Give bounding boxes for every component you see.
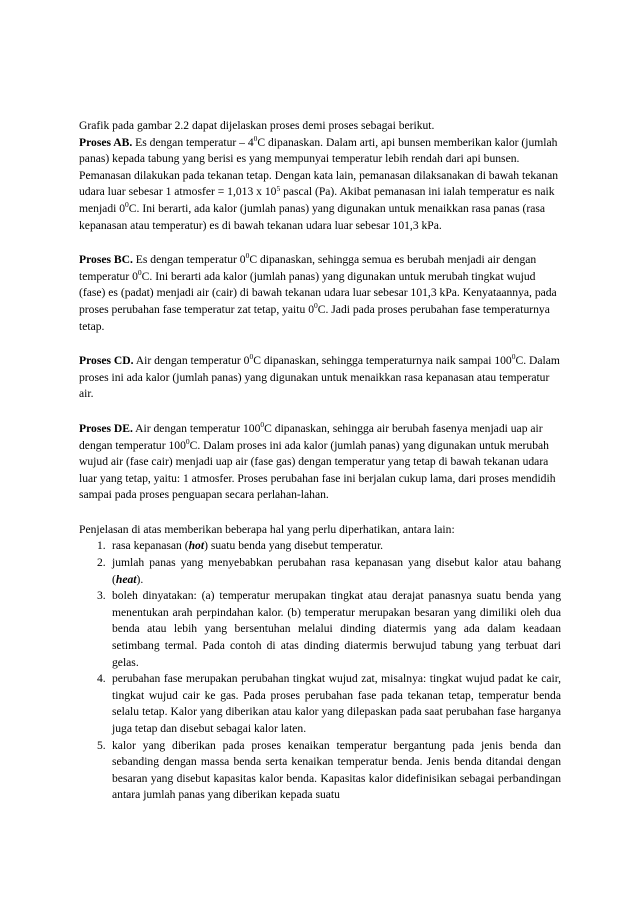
list-item bbox=[79, 588, 561, 671]
superscript: 0 bbox=[249, 352, 254, 362]
process-ab-heading: Proses AB. bbox=[79, 135, 133, 149]
superscript: 0 bbox=[511, 352, 516, 362]
numbered-list bbox=[79, 538, 561, 804]
superscript: 0 bbox=[137, 267, 142, 277]
list-item bbox=[79, 671, 561, 737]
list-item-text: kalor yang diberikan pada proses kenaikan temperatur bergantung pada jenis benda dan sebanding dengan massa benda serta kenaikan temperatur benda. Jenis benda ditandai dengan besaran yang disebut kapasitas kalor benda. Kapasitas kalor didefinisikan sebagai perbandingan antara jumlah panas yang diberikan kepada suatu bbox=[112, 738, 561, 802]
list-item-text: boleh dinyatakan: (a) temperatur merupakan tingkat atau derajat panasnya suatu benda yang menentukan arah perpindahan kalor. (b) temperatur merupakan besaran yang dimiliki oleh dua benda atau lebih yang bersentuhan melalui dinding diatermis yang ada dalam keadaan setimbang termal. Pada contoh di atas dinding diatermis berwujud tabung yang terbuat dari gelas. bbox=[112, 589, 561, 669]
list-item bbox=[79, 738, 561, 804]
summary-paragraph: Penjelasan di atas memberikan beberapa hal yang perlu diperhatikan, antara lain: bbox=[79, 522, 455, 536]
process-bc-paragraph bbox=[79, 252, 561, 335]
process-ab-paragraph bbox=[79, 135, 561, 235]
process-cd-paragraph bbox=[79, 353, 561, 403]
process-bc-heading: Proses BC. bbox=[79, 253, 133, 267]
list-number: 2. bbox=[97, 556, 106, 570]
list-item-text: perubahan fase merupakan perubahan tingkat wujud zat, misalnya: tingkat wujud padat ke cair, tingkat wujud cair ke gas. Pada proses perubahan fase pada tekanan tetap, temperatur benda selalu tetap. Kalor yang diberikan atau kalor yang dilepaskan pada saat perubahan fase harganya juga tetap dan disebut sebagai kalor laten. bbox=[112, 672, 561, 735]
process-de-text: C. Dalam proses ini ada kalor (jumlah panas) yang digunakan untuk merubah wujud air (fase cair) menjadi uap air (fase gas) dengan temperatur yang tetap di bawah tekanan udara luar yang tetap, yaitu: 1 atmosfer. Proses perubahan fase ini berjalan cukup lama, dari proses mendidih sampai pada proses penguapan secara perlahan-lahan. bbox=[79, 438, 556, 502]
process-ab-text: pascal (Pa). Akibat pemanasan ini ialah temperatur es naik menjadi 0 bbox=[79, 185, 555, 215]
process-de-text: Air dengan temperatur 100 bbox=[132, 421, 261, 435]
superscript: 0 bbox=[253, 133, 258, 143]
list-item-text: jumlah panas yang menyebabkan perubahan rasa kepanasan yang disebut kalor atau bahang ( bbox=[112, 556, 561, 586]
list-item-text: rasa kepanasan ( bbox=[112, 539, 189, 553]
superscript: 0 bbox=[245, 251, 250, 261]
process-bc-text: C. Jadi pada proses perubahan fase temperaturnya tetap. bbox=[79, 302, 550, 333]
process-bc-text: Es dengan temperatur 0 bbox=[132, 253, 246, 267]
process-bc-text: C. Ini berarti ada kalor (jumlah panas) yang digunakan untuk merubah tingkat wujud (fase) es (padat) menjadi air (cair) di bawah tekanan udara luar sebesar 101,3 kPa. Kenyataannya, pada proses perubahan fase temperatur zat tetap, yaitu 0 bbox=[79, 269, 557, 316]
process-de-paragraph bbox=[79, 421, 561, 504]
superscript: 0 bbox=[260, 420, 265, 430]
process-ab-text: C dipanaskan. Dalam arti, api bunsen memberikan kalor (jumlah panas) kepada tabung yang berisi es yang mempunyai temperatur lebih rendah dari api bunsen. Pemanasan dilakukan pada tekanan tetap. Dengan kata lain, pemanasan dilaksanakan di bawah tekanan udara luar sebesar 1 atmosfer = 1,013 x 10 bbox=[79, 135, 559, 199]
superscript: 0 bbox=[125, 200, 129, 210]
list-number: 5. bbox=[97, 738, 106, 752]
process-cd-heading: Proses CD. bbox=[79, 354, 134, 368]
list-number: 3. bbox=[97, 589, 106, 603]
process-cd-text: Air dengan temperatur 0 bbox=[133, 354, 250, 368]
intro-paragraph: Grafik pada gambar 2.2 dapat dijelaskan proses demi proses sebagai berikut. bbox=[79, 119, 435, 132]
process-cd-text: C dipanaskan, sehingga temperaturnya naik sampai 100 bbox=[253, 354, 512, 368]
list-item-text: ) suatu benda yang disebut temperatur. bbox=[204, 539, 384, 553]
list-item bbox=[79, 555, 561, 588]
process-de-text: C dipanaskan, sehingga air berubah fasenya menjadi uap air dengan temperatur 100 bbox=[79, 421, 543, 452]
list-item-term: heat bbox=[115, 572, 137, 586]
superscript: 5 bbox=[276, 183, 281, 193]
list-item-text: ). bbox=[136, 572, 144, 586]
process-ab-text: C. Ini berarti, ada kalor (jumlah panas) yang digunakan untuk menaikkan rasa panas (rasa kepanasan atau temperatur) es di bawah tekanan udara luar sebesar 101,3 kPa. bbox=[79, 201, 546, 232]
superscript: 0 bbox=[185, 436, 190, 446]
list-item-term: hot bbox=[188, 539, 205, 553]
superscript: 0 bbox=[314, 301, 318, 311]
process-bc-text: C dipanaskan, sehingga semua es berubah menjadi air dengan temperatur 0 bbox=[79, 253, 537, 283]
document-page bbox=[79, 118, 561, 804]
list-number: 1. bbox=[97, 539, 106, 553]
list-item bbox=[79, 538, 561, 555]
process-de-heading: Proses DE. bbox=[79, 421, 133, 435]
process-ab-text: Es dengan temperatur – 4 bbox=[132, 135, 254, 149]
process-cd-text: C. Dalam proses ini ada kalor (jumlah panas) yang digunakan untuk menaikkan rasa kepanasan atau temperatur air. bbox=[79, 354, 560, 401]
list-number: 4. bbox=[97, 672, 106, 686]
